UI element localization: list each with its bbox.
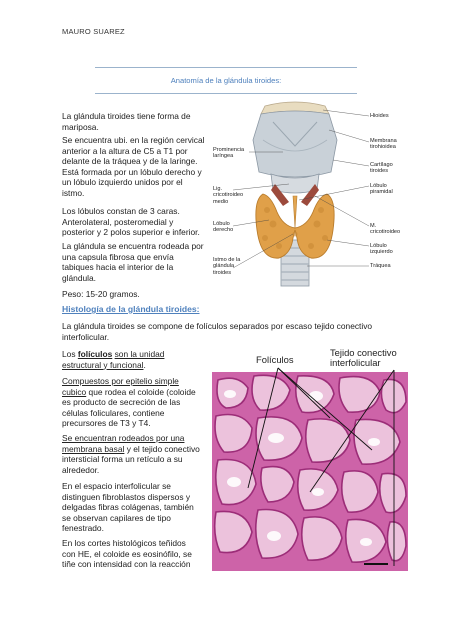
label-traquea: Tráquea [370, 263, 391, 269]
thyroid-histology-figure [212, 346, 408, 571]
paragraph-interfollicular: En el espacio interfolicular se distinguen fibroblastos dispersos y delgadas fibras colágenas, también se observan capilares de tipo fenestrado. [62, 481, 194, 534]
paragraph-lobes: Los lóbulos constan de 3 caras. Anterolateral, posteromedial y posterior y 2 polos superior e inferior. [62, 206, 200, 238]
label-tejido-conectivo: Tejido conectivo interfolicular [330, 347, 397, 368]
paragraph-weight: Peso: 15-20 gramos. [62, 289, 140, 299]
title-rule-bottom [95, 93, 357, 94]
paragraph-follicles: Los folículos son la unidad estructural y funcional. [62, 349, 165, 370]
section-title-histology: Histología de la glándula tiroides: [62, 304, 200, 314]
label-cartilago-tiroides: Cartílago tiroides [370, 162, 393, 175]
author-name: MAURO SUAREZ [62, 27, 125, 36]
label-foliculos: Folículos [256, 354, 294, 365]
paragraph-shape: La glándula tiroides tiene forma de mariposa. [62, 111, 191, 132]
label-hioides: Hioides [370, 113, 389, 119]
paragraph-capsule: La glándula se encuentra rodeada por una capsula fibrosa que envía tabiques hacia el interior de la glándula. [62, 241, 204, 283]
label-lobulo-izquierdo: Lóbulo izquierdo [370, 243, 393, 256]
paragraph-location: Se encuentra ubi. en la región cervical anterior a la altura de C5 a T1 por delante de la tráquea y de la laringe. Está formada por un lóbulo derecho y un lóbulo izquierdo unidos por el istmo. [62, 135, 205, 198]
histology-micrograph [212, 346, 408, 571]
paragraph-basal-membrane: Se encuentran rodeados por una membrana basal y el tejido conectivo intersticial forma un retículo a su alrededor. [62, 433, 200, 475]
title-rule-top [95, 67, 357, 68]
paragraph-epithelium: Compuestos por epitelio simple cubico que rodea el coloide (coloide es producto de secreción de las células foliculares, contiene precursores de T3 y T4. [62, 376, 196, 429]
paragraph-histology-intro: La glándula tiroides se compone de folículos separados por escaso tejido conectivo interfolicular. [62, 321, 373, 342]
label-lobulo-derecho: Lóbulo derecho [213, 221, 234, 234]
label-istmo: Istmo de la glándula tiroides [213, 257, 241, 276]
label-m-cricotiroideo: M. cricotiroideo [370, 223, 401, 236]
label-membrana-tirohioidea: Membrana tirohioidea [370, 138, 397, 151]
label-lobulo-piramidal: Lóbulo piramidal [370, 183, 393, 196]
label-prominencia-laringea: Prominencia laríngea [213, 147, 245, 160]
label-lig-cricotiroideo: Lig. cricotiroideo medio [213, 186, 244, 205]
section-title-anatomy: Anatomía de la glándula tiroides: [170, 76, 282, 85]
paragraph-staining: En los cortes histológicos teñidos con HE, el coloide es eosinófilo, se tiñe con intensidad con la reacción [62, 538, 192, 570]
thyroid-anatomy-figure [203, 100, 401, 288]
